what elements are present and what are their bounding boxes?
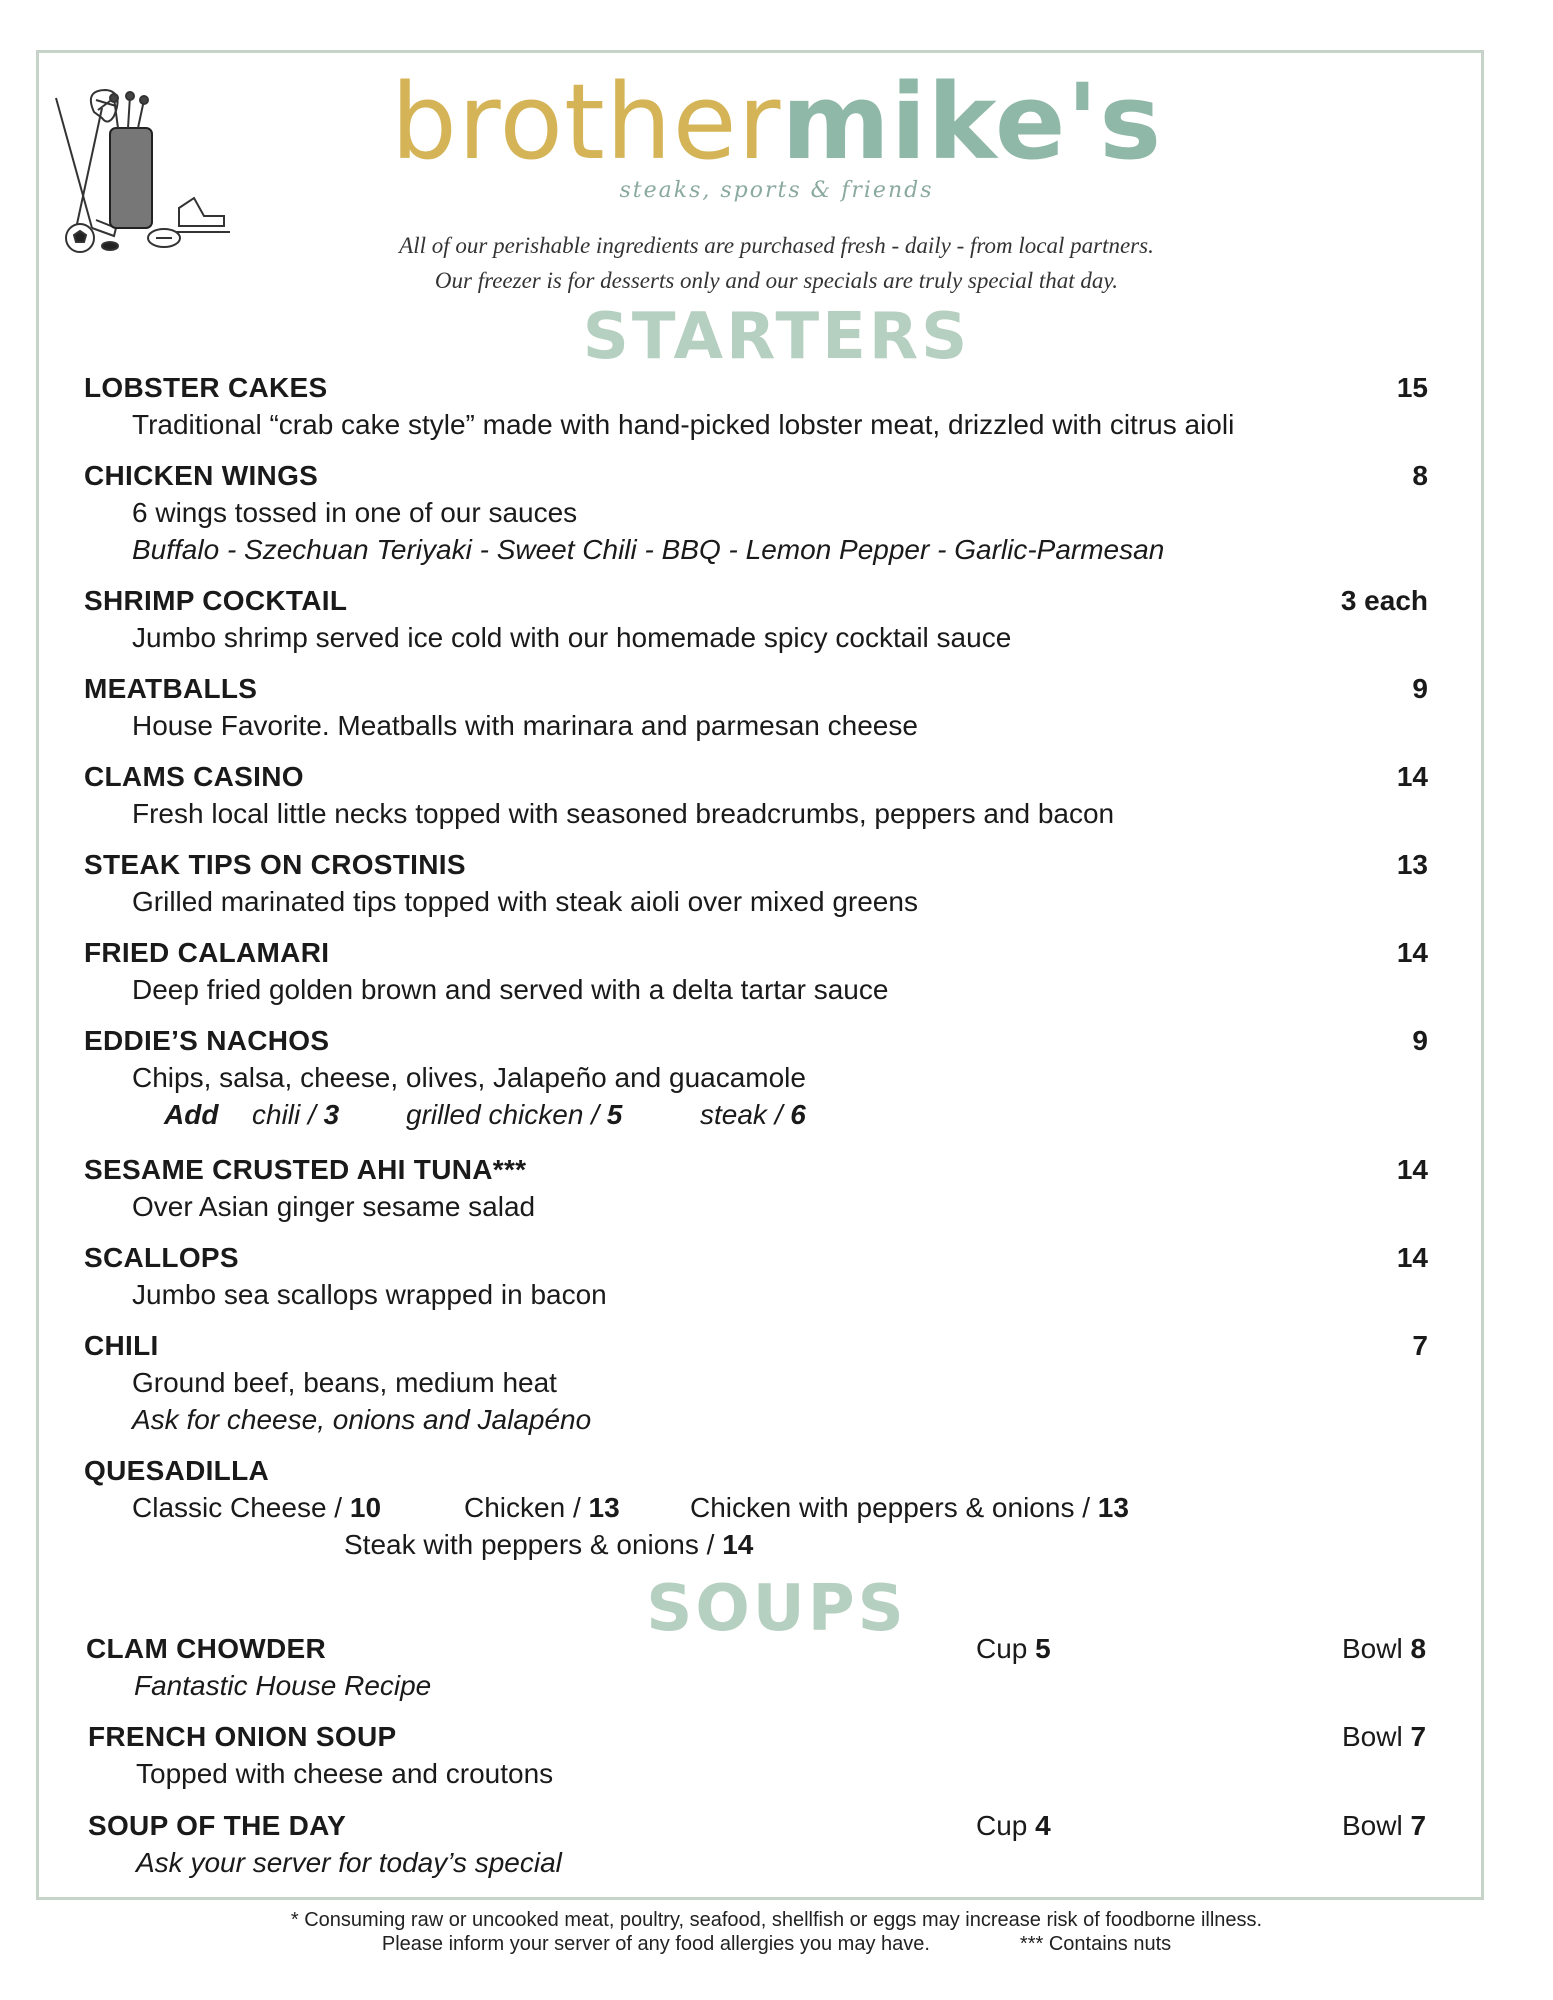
soup-cup-price: Cup 4: [976, 1810, 1051, 1841]
soup-name: CLAM CHOWDER: [86, 1633, 327, 1664]
menu-item-price: 9: [1412, 1025, 1428, 1056]
menu-item-description: Ground beef, beans, medium heat: [132, 1367, 557, 1398]
starters-heading: STARTERS: [582, 300, 971, 374]
menu-item-price: 7: [1412, 1330, 1428, 1361]
quesadilla-option-cheese: Classic Cheese / 10: [132, 1492, 382, 1523]
menu-item-description: Jumbo shrimp served ice cold with our homemade spicy cocktail sauce: [132, 622, 1012, 653]
menu-item-price: 8: [1412, 460, 1428, 491]
menu-item-name: MEATBALLS: [84, 673, 258, 704]
soup-description: Topped with cheese and croutons: [136, 1758, 554, 1789]
nuts-notice: *** Contains nuts: [1019, 1933, 1172, 1955]
addon-chili: chili / 3: [252, 1099, 340, 1130]
menu-item-price: 14: [1396, 1242, 1428, 1273]
menu-item-name: LOBSTER CAKES: [84, 372, 328, 403]
soup-cup-price: Cup 5: [976, 1633, 1051, 1664]
menu-item-name: QUESADILLA: [84, 1455, 269, 1486]
menu-item-price: 3 each: [1340, 585, 1428, 616]
menu-item-price: 14: [1396, 937, 1428, 968]
intro-line-2: Our freezer is for desserts only and our specials are truly special that day.: [434, 268, 1119, 293]
menu-item-note: Ask for cheese, onions and Jalapéno: [132, 1404, 592, 1435]
menu-item-description: House Favorite. Meatballs with marinara and parmesan cheese: [132, 710, 918, 741]
menu-item-description: Fresh local little necks topped with seasoned breadcrumbs, peppers and bacon: [132, 798, 1115, 829]
menu-item-price: 14: [1396, 1154, 1428, 1185]
menu-item-name: STEAK TIPS ON CROSTINIS: [84, 849, 466, 880]
menu-item-description: Over Asian ginger sesame salad: [132, 1191, 536, 1222]
menu-item-name: SHRIMP COCKTAIL: [84, 585, 348, 616]
sauce-options: Buffalo - Szechuan Teriyaki - Sweet Chili - BBQ - Lemon Pepper - Garlic-Parmesan: [132, 534, 1165, 565]
tagline: steaks, sports & friends: [619, 178, 934, 203]
quesadilla-option-steak-peppers: Steak with peppers & onions / 14: [344, 1529, 754, 1560]
menu-item-description: Jumbo sea scallops wrapped in bacon: [132, 1279, 607, 1310]
quesadilla-option-chicken-peppers: Chicken with peppers & onions / 13: [690, 1492, 1129, 1523]
soup-description: Fantastic House Recipe: [134, 1670, 432, 1701]
addon-grilled-chicken: grilled chicken / 5: [406, 1099, 623, 1130]
menu-item-description: Chips, salsa, cheese, olives, Jalapeño and guacamole: [132, 1062, 806, 1093]
allergy-notice: Please inform your server of any food allergies you may have. *** Contains nuts: [381, 1933, 1172, 1955]
menu-item-description: Deep fried golden brown and served with a delta tartar sauce: [132, 974, 889, 1005]
soups-heading: SOUPS: [646, 1572, 907, 1646]
menu-item-price: 13: [1396, 849, 1428, 880]
soup-name: FRENCH ONION SOUP: [88, 1721, 397, 1752]
menu-item-price: 15: [1396, 372, 1428, 403]
soup-bowl-price: Bowl 7: [1342, 1810, 1427, 1841]
menu-item-name: SESAME CRUSTED AHI TUNA***: [84, 1154, 527, 1185]
menu-item-name: SCALLOPS: [84, 1242, 239, 1273]
quesadilla-option-chicken: Chicken / 13: [464, 1492, 620, 1523]
menu-item-name: FRIED CALAMARI: [84, 937, 330, 968]
menu-item-name: CLAMS CASINO: [84, 761, 304, 792]
menu-item-name: CHICKEN WINGS: [84, 460, 319, 491]
restaurant-logo-wordmark: brothermike's: [390, 61, 1163, 183]
menu-item-name: EDDIE’S NACHOS: [84, 1025, 330, 1056]
menu-item-name: CHILI: [84, 1330, 159, 1361]
menu-item-description: Grilled marinated tips topped with steak aioli over mixed greens: [132, 886, 918, 917]
soup-name: SOUP OF THE DAY: [88, 1810, 347, 1841]
addon-label: Add: [164, 1099, 219, 1130]
soup-bowl-price: Bowl 8: [1342, 1633, 1427, 1664]
intro-text: [0, 228, 1553, 298]
health-disclaimer: * Consuming raw or uncooked meat, poultry, seafood, shellfish or eggs may increase risk of foodborne illness.: [290, 1909, 1263, 1931]
soup-bowl-price: Bowl 7: [1342, 1721, 1427, 1752]
menu-item-price: 14: [1396, 761, 1428, 792]
menu-item-description: Traditional “crab cake style” made with hand-picked lobster meat, drizzled with citrus aioli: [132, 409, 1235, 440]
menu-item-price: 9: [1412, 673, 1428, 704]
soup-description: Ask your server for today’s special: [136, 1847, 562, 1878]
addon-steak: steak / 6: [700, 1099, 806, 1130]
intro-line-1: All of our perishable ingredients are purchased fresh - daily - from local partners.: [399, 233, 1154, 258]
menu-item-description: 6 wings tossed in one of our sauces: [132, 497, 578, 528]
